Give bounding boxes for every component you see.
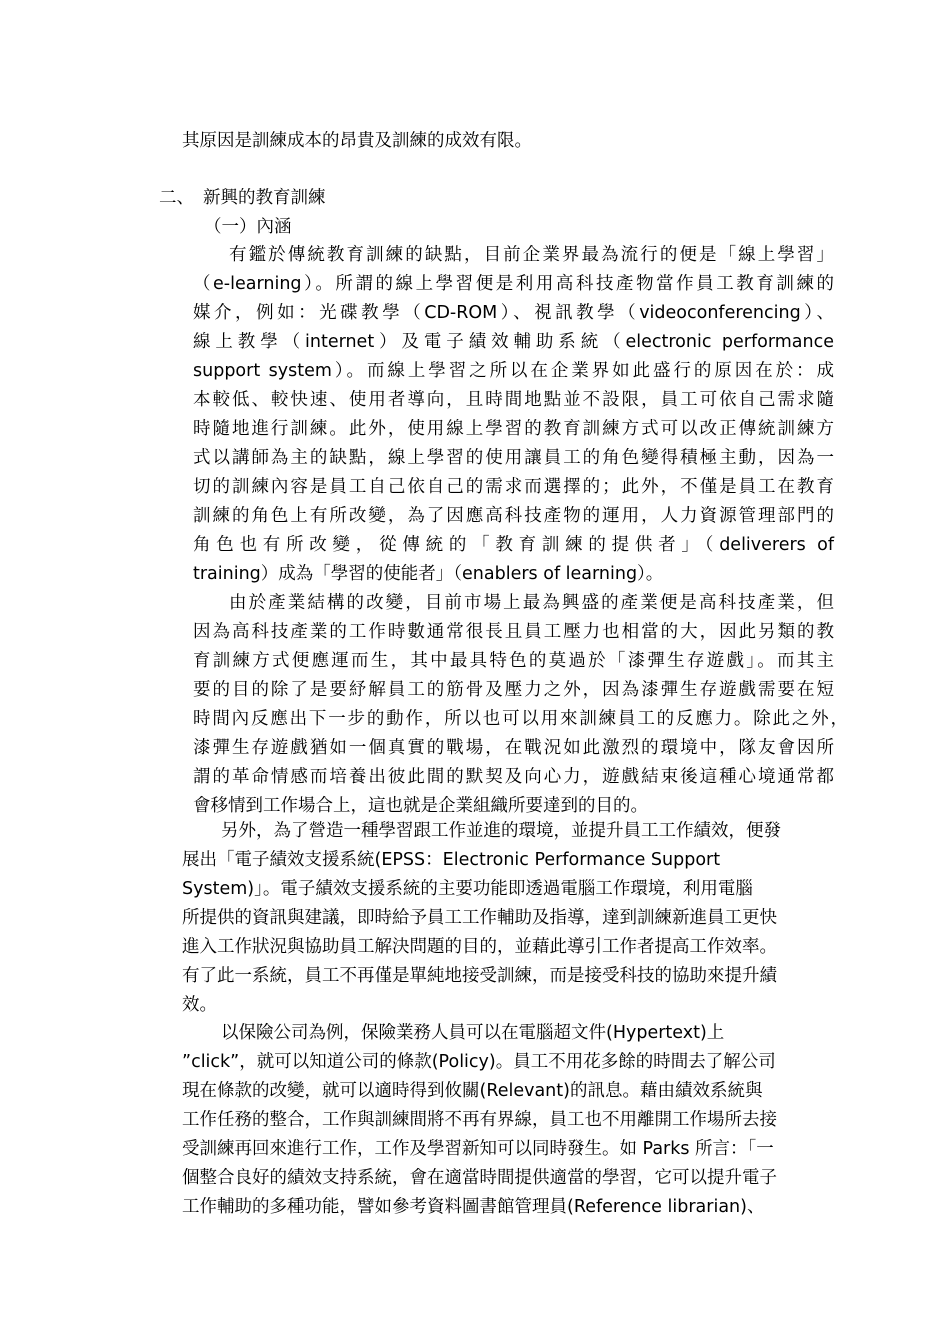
paragraph-line: 線上教學（internet）及電子績效輔助系統（electronic performance: [193, 332, 834, 352]
paragraph-line: 時隨地進行訓練。此外，使用線上學習的教育訓練方式可以改正傳統訓練方: [193, 419, 834, 439]
paragraph-line: 媒介，例如：光碟教學（CD-ROM）、視訊教學（videoconferencing）、: [193, 303, 834, 323]
paragraph-line: 時間內反應出下一步的動作，所以也可以用來訓練員工的反應力。除此之外，: [193, 709, 848, 729]
paragraph-line: 效。: [182, 995, 217, 1015]
paragraph-line: 受訓練再回來進行工作，工作及學習新知可以同時發生。如 Parks 所言：「一: [182, 1139, 774, 1159]
section-title: 新興的教育訓練: [203, 188, 326, 208]
paragraph-line: 所提供的資訊與建議，即時給予員工工作輔助及指導，達到訓練新進員工更快: [182, 908, 777, 928]
paragraph-line: （e-learning）。所謂的線上學習便是利用高科技產物當作員工教育訓練的: [193, 274, 834, 294]
paragraph-line: 要的目的除了是要紓解員工的筋骨及壓力之外，因為漆彈生存遊戲需要在短: [193, 680, 834, 700]
paragraph-line: System)」。電子績效支援系統的主要功能即透過電腦工作環境，利用電腦: [182, 879, 753, 899]
paragraph-line: 本較低、較快速、使用者導向，且時間地點並不設限，員工可依自己需求隨: [193, 390, 834, 410]
paragraph-line: 因為高科技產業的工作時數通常很長且員工壓力也相當的大，因此另類的教: [193, 622, 834, 642]
paragraph-line: 角色也有所改變，從傳統的「教育訓練的提供者」（deliverers of: [193, 535, 834, 555]
paragraph-line: 工作任務的整合，工作與訓練間將不再有界線，員工也不用離開工作場所去接: [182, 1110, 777, 1130]
paragraph-line: 漆彈生存遊戲猶如一個真實的戰場，在戰況如此激烈的環境中，隊友會因所: [193, 738, 834, 758]
paragraph-line: 由於產業結構的改變，目前市場上最為興盛的產業便是高科技產業，但: [229, 593, 834, 613]
paragraph-line: 會移情到工作場合上，這也就是企業組織所要達到的目的。: [193, 796, 648, 816]
paragraph-line: 現在條款的改變，就可以適時得到攸關(Relevant)的訊息。藉由績效系統與: [182, 1081, 763, 1101]
paragraph-line: 進入工作狀況與協助員工解決問題的目的，並藉此導引工作者提高工作效率。: [182, 937, 777, 957]
paragraph-line: 個整合良好的績效支持系統，會在適當時間提供適當的學習，它可以提升電子: [182, 1168, 777, 1188]
subsection-title: （一）內涵: [204, 217, 292, 237]
paragraph-line: training）成為「學習的使能者」（enablers of learning）。: [193, 564, 664, 584]
paragraph-line: 展出「電子績效支援系統(EPSS：Electronic Performance Support: [182, 850, 721, 870]
paragraph-line: 工作輔助的多種功能，譬如參考資料圖書館管理員(Reference librarian)、: [182, 1197, 765, 1217]
section-number: 二、: [159, 188, 194, 208]
paragraph-line: 有了此一系統，員工不再僅是單純地接受訓練，而是接受科技的協助來提升績: [182, 966, 777, 986]
paragraph-line: support system）。而線上學習之所以在企業界如此盛行的原因在於：成: [193, 361, 834, 381]
paragraph-line: 切的訓練內容是員工自己依自己的需求而選擇的；此外，不僅是員工在教育: [193, 477, 834, 497]
paragraph-line: 謂的革命情感而培養出彼此間的默契及向心力，遊戲結束後這種心境通常都: [193, 767, 834, 787]
paragraph-line: 以保險公司為例，保險業務人員可以在電腦超文件(Hypertext)上: [221, 1023, 725, 1043]
paragraph-line: 另外，為了營造一種學習跟工作並進的環境，並提升員工工作績效，便發: [221, 821, 781, 841]
paragraph-line: ”click”，就可以知道公司的條款(Policy)。員工不用花多餘的時間去了解公司: [182, 1052, 776, 1072]
paragraph-line: 有鑑於傳統教育訓練的缺點，目前企業界最為流行的便是「線上學習」: [229, 245, 834, 265]
paragraph-line: 式以講師為主的缺點，線上學習的使用讓員工的角色變得積極主動，因為一: [193, 448, 834, 468]
intro-line: 其原因是訓練成本的昂貴及訓練的成效有限。: [182, 131, 532, 151]
paragraph-line: 育訓練方式便應運而生，其中最具特色的莫過於「漆彈生存遊戲」。而其主: [193, 651, 834, 671]
paragraph-line: 訓練的角色上有所改變，為了因應高科技產物的運用，人力資源管理部門的: [193, 506, 834, 526]
